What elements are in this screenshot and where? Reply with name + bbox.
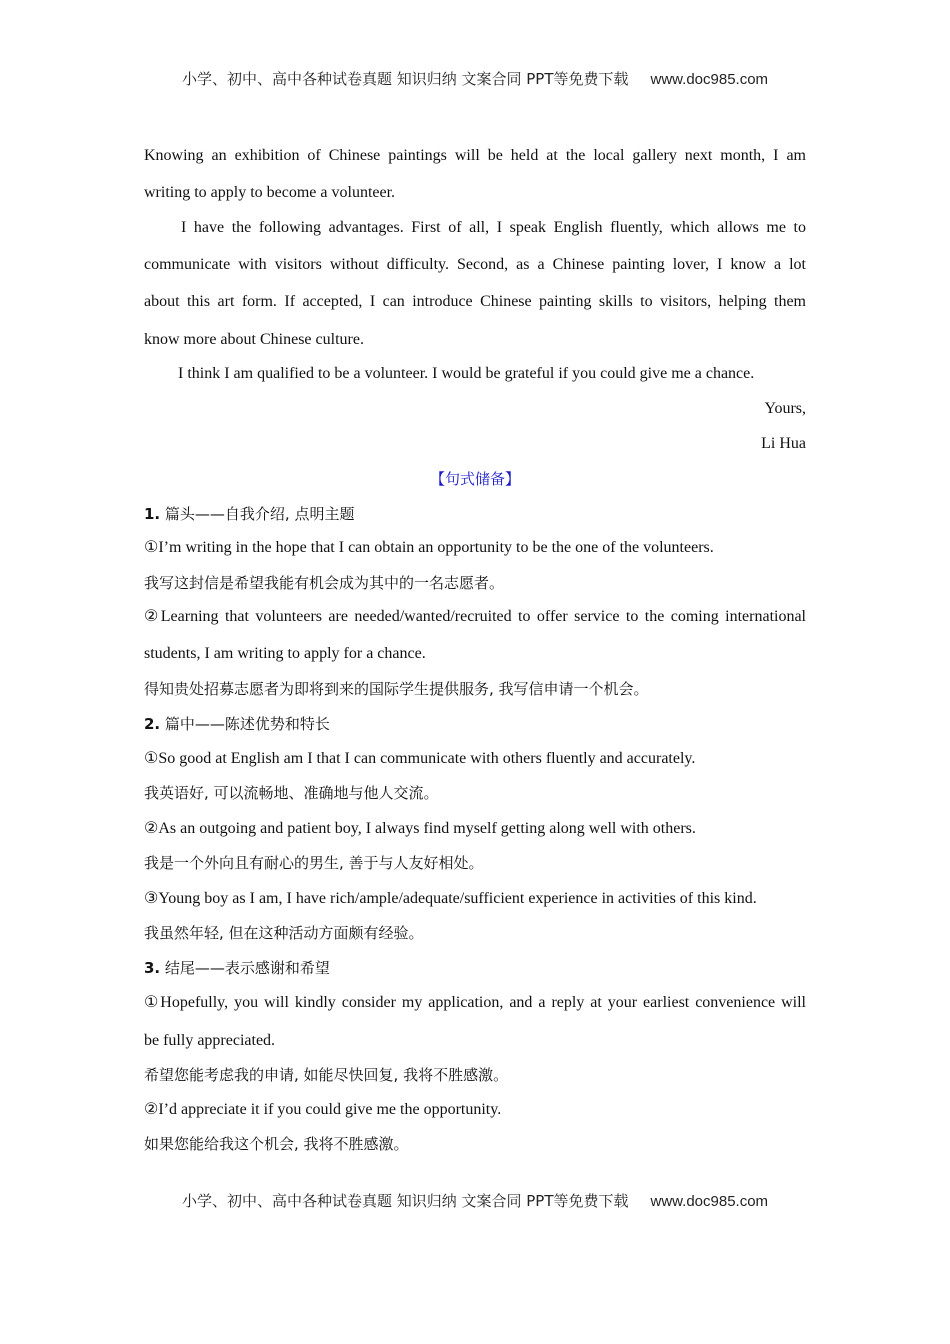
- sentence-cn: 得知贵处招募志愿者为即将到来的国际学生提供服务, 我写信申请一个机会。: [144, 680, 649, 698]
- sentence-en: ③Young boy as I am, I have rich/ample/adequate/sufficient experience in activities of this kind.: [144, 890, 757, 907]
- section-number: 2.: [144, 715, 161, 733]
- section-heading-text: 篇头——自我介绍, 点明主题: [164, 505, 355, 523]
- sentence-cn: 我写这封信是希望我能有机会成为其中的一名志愿者。: [144, 574, 505, 592]
- letter-p2-line3: about this art form. If accepted, I can introduce Chinese painting skills to visitors, helping them: [144, 293, 806, 310]
- page-header: [0, 68, 950, 89]
- header-site-link[interactable]: www.doc985.com: [650, 71, 769, 88]
- sentence-en: ②I’d appreciate it if you could give me the opportunity.: [144, 1101, 502, 1118]
- sentence-en: ①I’m writing in the hope that I can obtain an opportunity to be the one of the volunteers.: [144, 539, 714, 556]
- sentence-en: ①So good at English am I that I can communicate with others fluently and accurately.: [144, 750, 696, 767]
- letter-p3: I think I am qualified to be a volunteer. I would be grateful if you could give me a chance.: [178, 365, 755, 382]
- letter-p1-line1: Knowing an exhibition of Chinese paintings will be held at the local gallery next month, I am: [144, 147, 806, 164]
- sentence-cn: 我是一个外向且有耐心的男生, 善于与人友好相处。: [144, 854, 484, 872]
- section-heading: [144, 504, 806, 524]
- letter-signature: Li Hua: [761, 435, 806, 452]
- section-title: 【句式储备】: [429, 470, 520, 488]
- sentence-cn: 如果您能给我这个机会, 我将不胜感激。: [144, 1135, 409, 1153]
- letter-p2-line4: know more about Chinese culture.: [144, 331, 364, 348]
- letter-closing: Yours,: [764, 400, 806, 417]
- section-heading-text: 结尾——表示感谢和希望: [164, 959, 330, 977]
- sentence-en: ②As an outgoing and patient boy, I always find myself getting along well with others.: [144, 820, 696, 837]
- letter-p1-line2: writing to apply to become a volunteer.: [144, 184, 396, 201]
- sentence-cn: 我英语好, 可以流畅地、准确地与他人交流。: [144, 784, 439, 802]
- page-footer: [0, 1190, 950, 1211]
- header-text: 小学、初中、高中各种试卷真题 知识归纳 文案合同 PPT等免费下载: [181, 70, 629, 88]
- sentence-cn: 希望您能考虑我的申请, 如能尽快回复, 我将不胜感激。: [144, 1066, 509, 1084]
- section-heading: [144, 714, 806, 734]
- footer-site-link[interactable]: www.doc985.com: [650, 1193, 769, 1210]
- section-number: 3.: [144, 959, 161, 977]
- sentence-en: ①Hopefully, you will kindly consider my application, and a reply at your earliest convenience will: [144, 994, 806, 1011]
- sentence-en: be fully appreciated.: [144, 1032, 276, 1049]
- sentence-cn: 我虽然年轻, 但在这种活动方面颇有经验。: [144, 924, 424, 942]
- section-number: 1.: [144, 505, 161, 523]
- sentence-en: students, I am writing to apply for a chance.: [144, 645, 426, 662]
- section-heading: [144, 958, 806, 978]
- footer-text: 小学、初中、高中各种试卷真题 知识归纳 文案合同 PPT等免费下载: [181, 1192, 629, 1210]
- letter-p2-line1: I have the following advantages. First of all, I speak English fluently, which allows me to: [181, 219, 806, 236]
- letter-p2-line2: communicate with visitors without difficulty. Second, as a Chinese painting lover, I know a lot: [144, 256, 806, 273]
- sentence-en: ②Learning that volunteers are needed/wanted/recruited to offer service to the coming international: [144, 608, 806, 625]
- section-heading-text: 篇中——陈述优势和特长: [164, 715, 330, 733]
